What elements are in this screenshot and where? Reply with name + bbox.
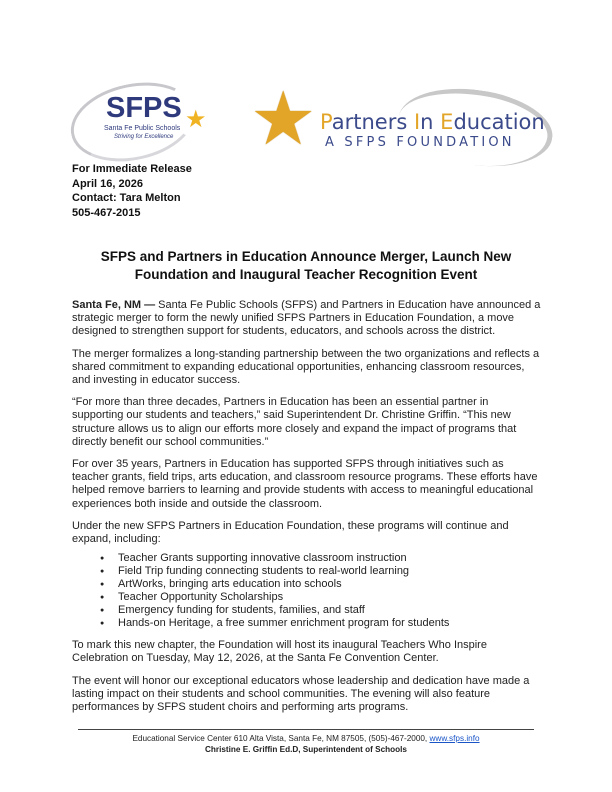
footer-signature: Christine E. Griffin Ed.D, Superintendent of Schools [205, 745, 407, 754]
sfps-tagline-name: Santa Fe Public Schools [104, 125, 181, 132]
paragraph-quote: “For more than three decades, Partners in Education has been an essential partner in supporting our students and teachers,” said Superintendent Dr. Christine Griffin. “This new structure allows us to align our efforts more closely and expand the impact of programs that directly benefit our school communities.” [72, 396, 517, 448]
star-icon: ★ [185, 106, 207, 133]
website-link[interactable]: www.sfps.info [429, 734, 480, 743]
release-info [72, 162, 192, 220]
list-item: ● Emergency funding for students, families, and staff [118, 604, 542, 617]
paragraph: For over 35 years, Partners in Education has supported SFPS through initiatives such as teacher grants, field trips, arts education, and classroom resource programs. These efforts have helped remove barriers to learning and provide students with access to meaningful educational experiences both inside and outside the classroom. [72, 458, 538, 510]
footer-divider [78, 729, 534, 730]
dateline: Santa Fe, NM — [72, 299, 156, 311]
paragraph: Under the new SFPS Partners in Education Foundation, these programs will continue and expand, including: [72, 519, 509, 546]
list-item: ● Hands-on Heritage, a free summer enrichment program for students [118, 617, 542, 630]
article-body [72, 299, 542, 723]
gold-star-icon: ★ [250, 77, 317, 160]
list-item: ● Teacher Opportunity Scholarships [118, 591, 542, 604]
partners-in-education-logo [248, 77, 548, 162]
list-item: ● Field Trip funding connecting students to real-world learning [118, 565, 542, 578]
contact-phone: 505-467-2015 [72, 206, 141, 219]
pie-logo-subtitle: A SFPS FOUNDATION [325, 135, 515, 150]
footer-address-line [72, 733, 540, 744]
programs-list [72, 552, 542, 630]
sfps-wordmark: SFPS [106, 92, 182, 124]
sfps-logo [70, 80, 220, 160]
title-letter-i: I [413, 110, 421, 134]
release-label: For Immediate Release [72, 163, 192, 175]
pie-logo-title [320, 110, 545, 134]
paragraph: The merger formalizes a long-standing partnership between the two organizations and reflects a shared commitment to expanding educational opportunities, enhancing classroom resources, and investing in educator success. [72, 347, 540, 387]
sfps-tagline-motto: Striving for Excellence [114, 134, 174, 140]
paragraph-intro [72, 299, 542, 339]
footer [72, 733, 540, 755]
headline: SFPS and Partners in Education Announce Merger, Launch New Foundation and Inaugural Teacher Recognition Event [100, 249, 512, 282]
title-letter-p: P [320, 110, 332, 134]
intro-text: Santa Fe Public Schools (SFPS) and Partners in Education have announced a strategic merger to form the newly unified SFPS Partners in Education Foundation, a move designed to strengthen support for students, educators, and schools across the district. [72, 299, 541, 338]
title-part: ducation [453, 110, 545, 134]
contact-name: Contact: Tara Melton [72, 192, 181, 204]
title-part: n [420, 110, 441, 134]
title-part: artners [331, 110, 414, 134]
footer-address: Educational Service Center 610 Alta Vista, Santa Fe, NM 87505, (505)-467-2000, [132, 734, 430, 743]
paragraph: The event will honor our exceptional educators whose leadership and dedication have made a lasting impact on their students and school communities. The evening will also feature performances by SFPS student choirs and performing arts programs. [72, 674, 530, 714]
release-date: April 16, 2026 [72, 177, 143, 190]
list-item: ● Teacher Grants supporting innovative classroom instruction [118, 552, 542, 565]
title-letter-e: E [440, 110, 454, 134]
paragraph: To mark this new chapter, the Foundation will host its inaugural Teachers Who Inspire Celebration on Tuesday, May 12, 2026, at the Santa Fe Convention Center. [72, 639, 487, 665]
list-item: ● ArtWorks, bringing arts education into schools [118, 578, 542, 591]
